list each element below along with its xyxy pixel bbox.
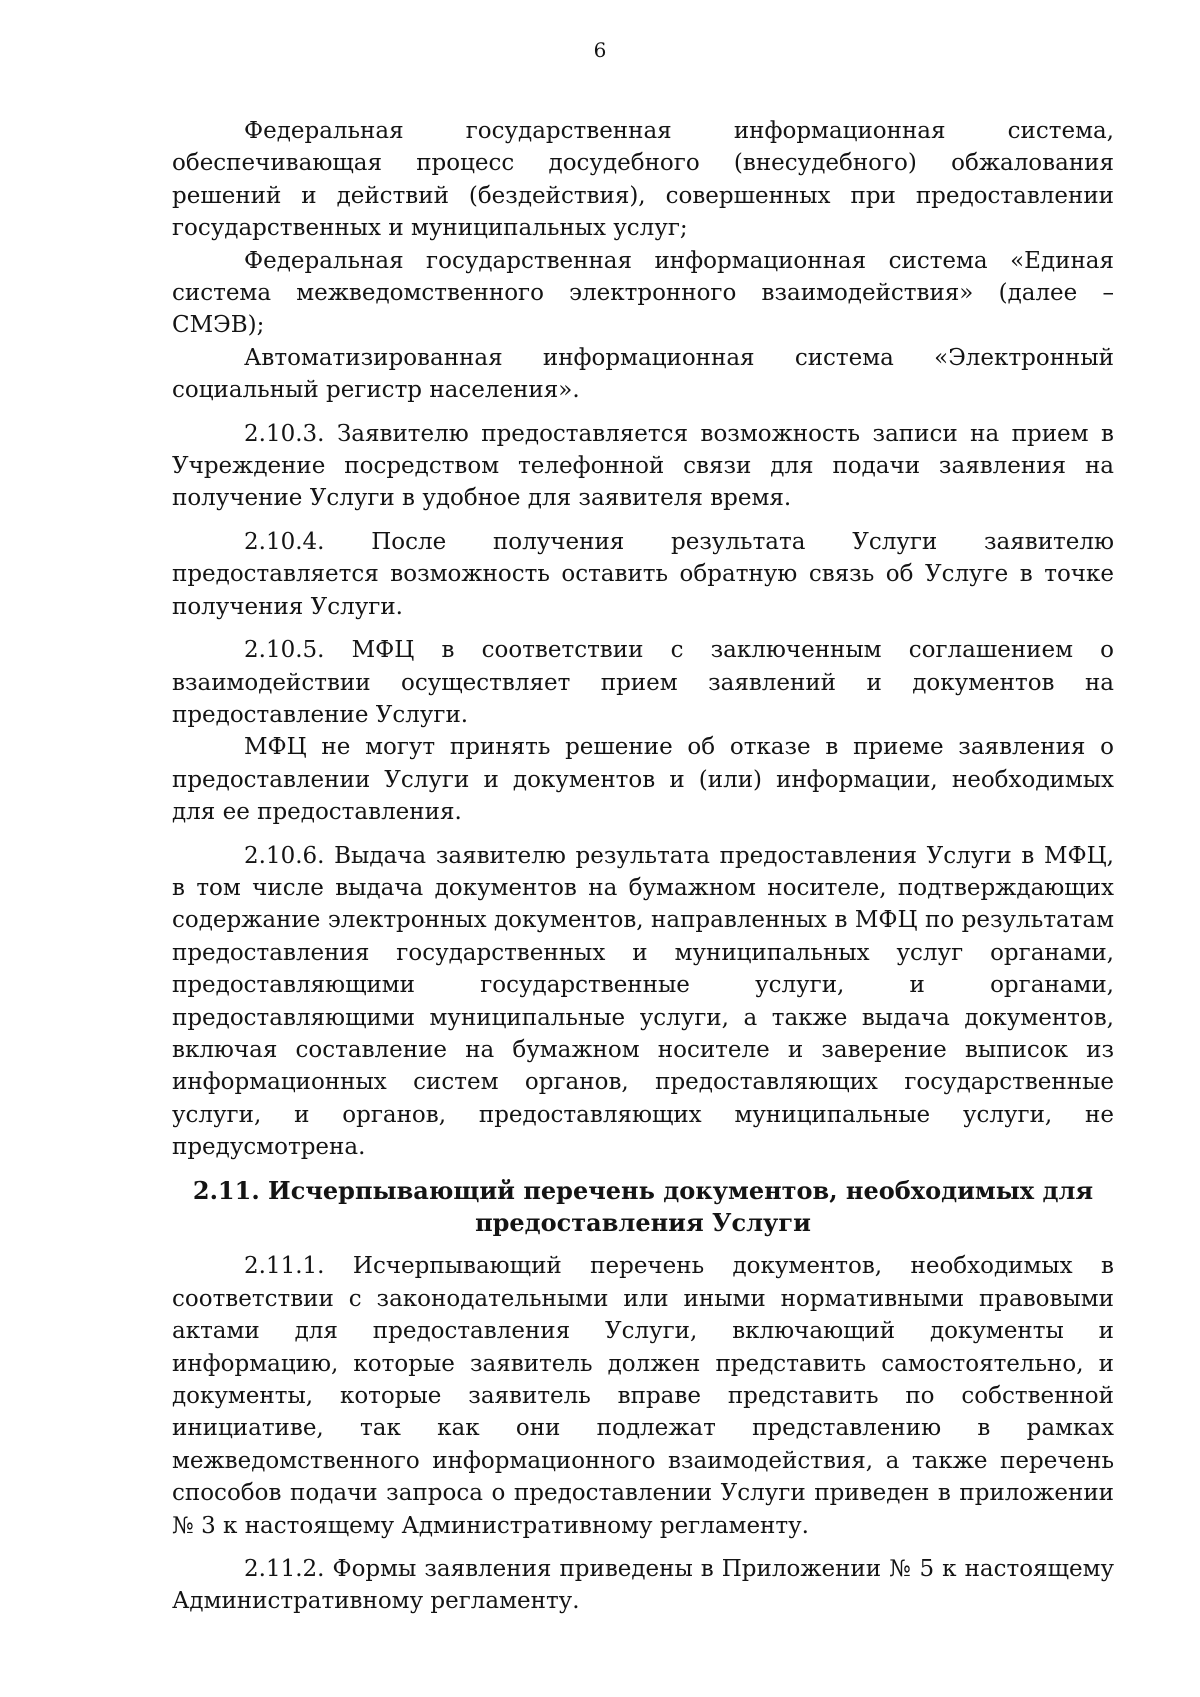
paragraph-2-10-4: 2.10.4. После получения результата Услуги заявителю предоставляется возможность оставить обратную связь об Услуге в точке получения Услуги. [172, 528, 1114, 620]
paragraph-2-11-2: 2.11.2. Формы заявления приведены в Приложении № 5 к настоящему Административному регламенту. [172, 1556, 1114, 1615]
paragraph-2-10-5: 2.10.5. МФЦ в соответствии с заключенным соглашением о взаимодействии осуществляет прием заявлений и документов на предоставление Услуги. [172, 637, 1114, 728]
section-heading-2-11 [172, 1175, 1114, 1240]
document-body [172, 115, 1114, 1618]
paragraph-smev-system: Федеральная государственная информационная система «Единая система межведомственного электронного взаимодействия» (далее – СМЭВ); [172, 247, 1114, 339]
section-heading-line-2: предоставления Услуги [475, 1208, 811, 1237]
section-heading-line-1: 2.11. Исчерпывающий перечень документов, необходимых для [192, 1175, 1094, 1205]
paragraph-2-10-3: 2.10.3. Заявителю предоставляется возможность записи на прием в Учреждение посредством телефонной связи для подачи заявления на получение Услуги в удобное для заявителя время. [172, 420, 1114, 512]
paragraph-mfc-refusal: МФЦ не могут принять решение об отказе в приеме заявления о предоставлении Услуги и документов и (или) информации, необходимых для ее предоставления. [172, 734, 1114, 826]
paragraph-2-10-6: 2.10.6. Выдача заявителю результата предоставления Услуги в МФЦ, в том числе выдача документов на бумажном носителе, подтверждающих содержание электронных документов, направленных в МФЦ по результатам предоставления государственных и муниципальных услуг органами, предоставляющими государственные услуги, и органами, предоставляющими муниципальные услуги, а также выдача документов, включая составление на бумажном носителе и заверение выписок из информационных систем органов, предоставляющих государственные услуги, и органов, предоставляющих муниципальные услуги, не предусмотрена. [172, 842, 1114, 1161]
paragraph-appeals-system: Федеральная государственная информационная система, обеспечивающая процесс досудебного (внесудебного) обжалования решений и действий (бездействия), совершенных при предоставлении государственных и муниципальных услуг; [172, 118, 1114, 242]
paragraph-social-register: Автоматизированная информационная система «Электронный социальный регистр населения». [172, 344, 1114, 404]
paragraph-2-11-1: 2.11.1. Исчерпывающий перечень документов, необходимых в соответствии с законодательными или иными нормативными правовыми актами для предоставления Услуги, включающий документы и информацию, которые заявитель должен представить самостоятельно, и документы, которые заявитель вправе представить по собственной инициативе, так как они подлежат представлению в рамках межведомственного информационного взаимодействия, а также перечень способов подачи запроса о предоставлении Услуги приведен в приложении № 3 к настоящему Административному регламенту. [172, 1253, 1114, 1539]
page-number: 6 [593, 38, 607, 62]
